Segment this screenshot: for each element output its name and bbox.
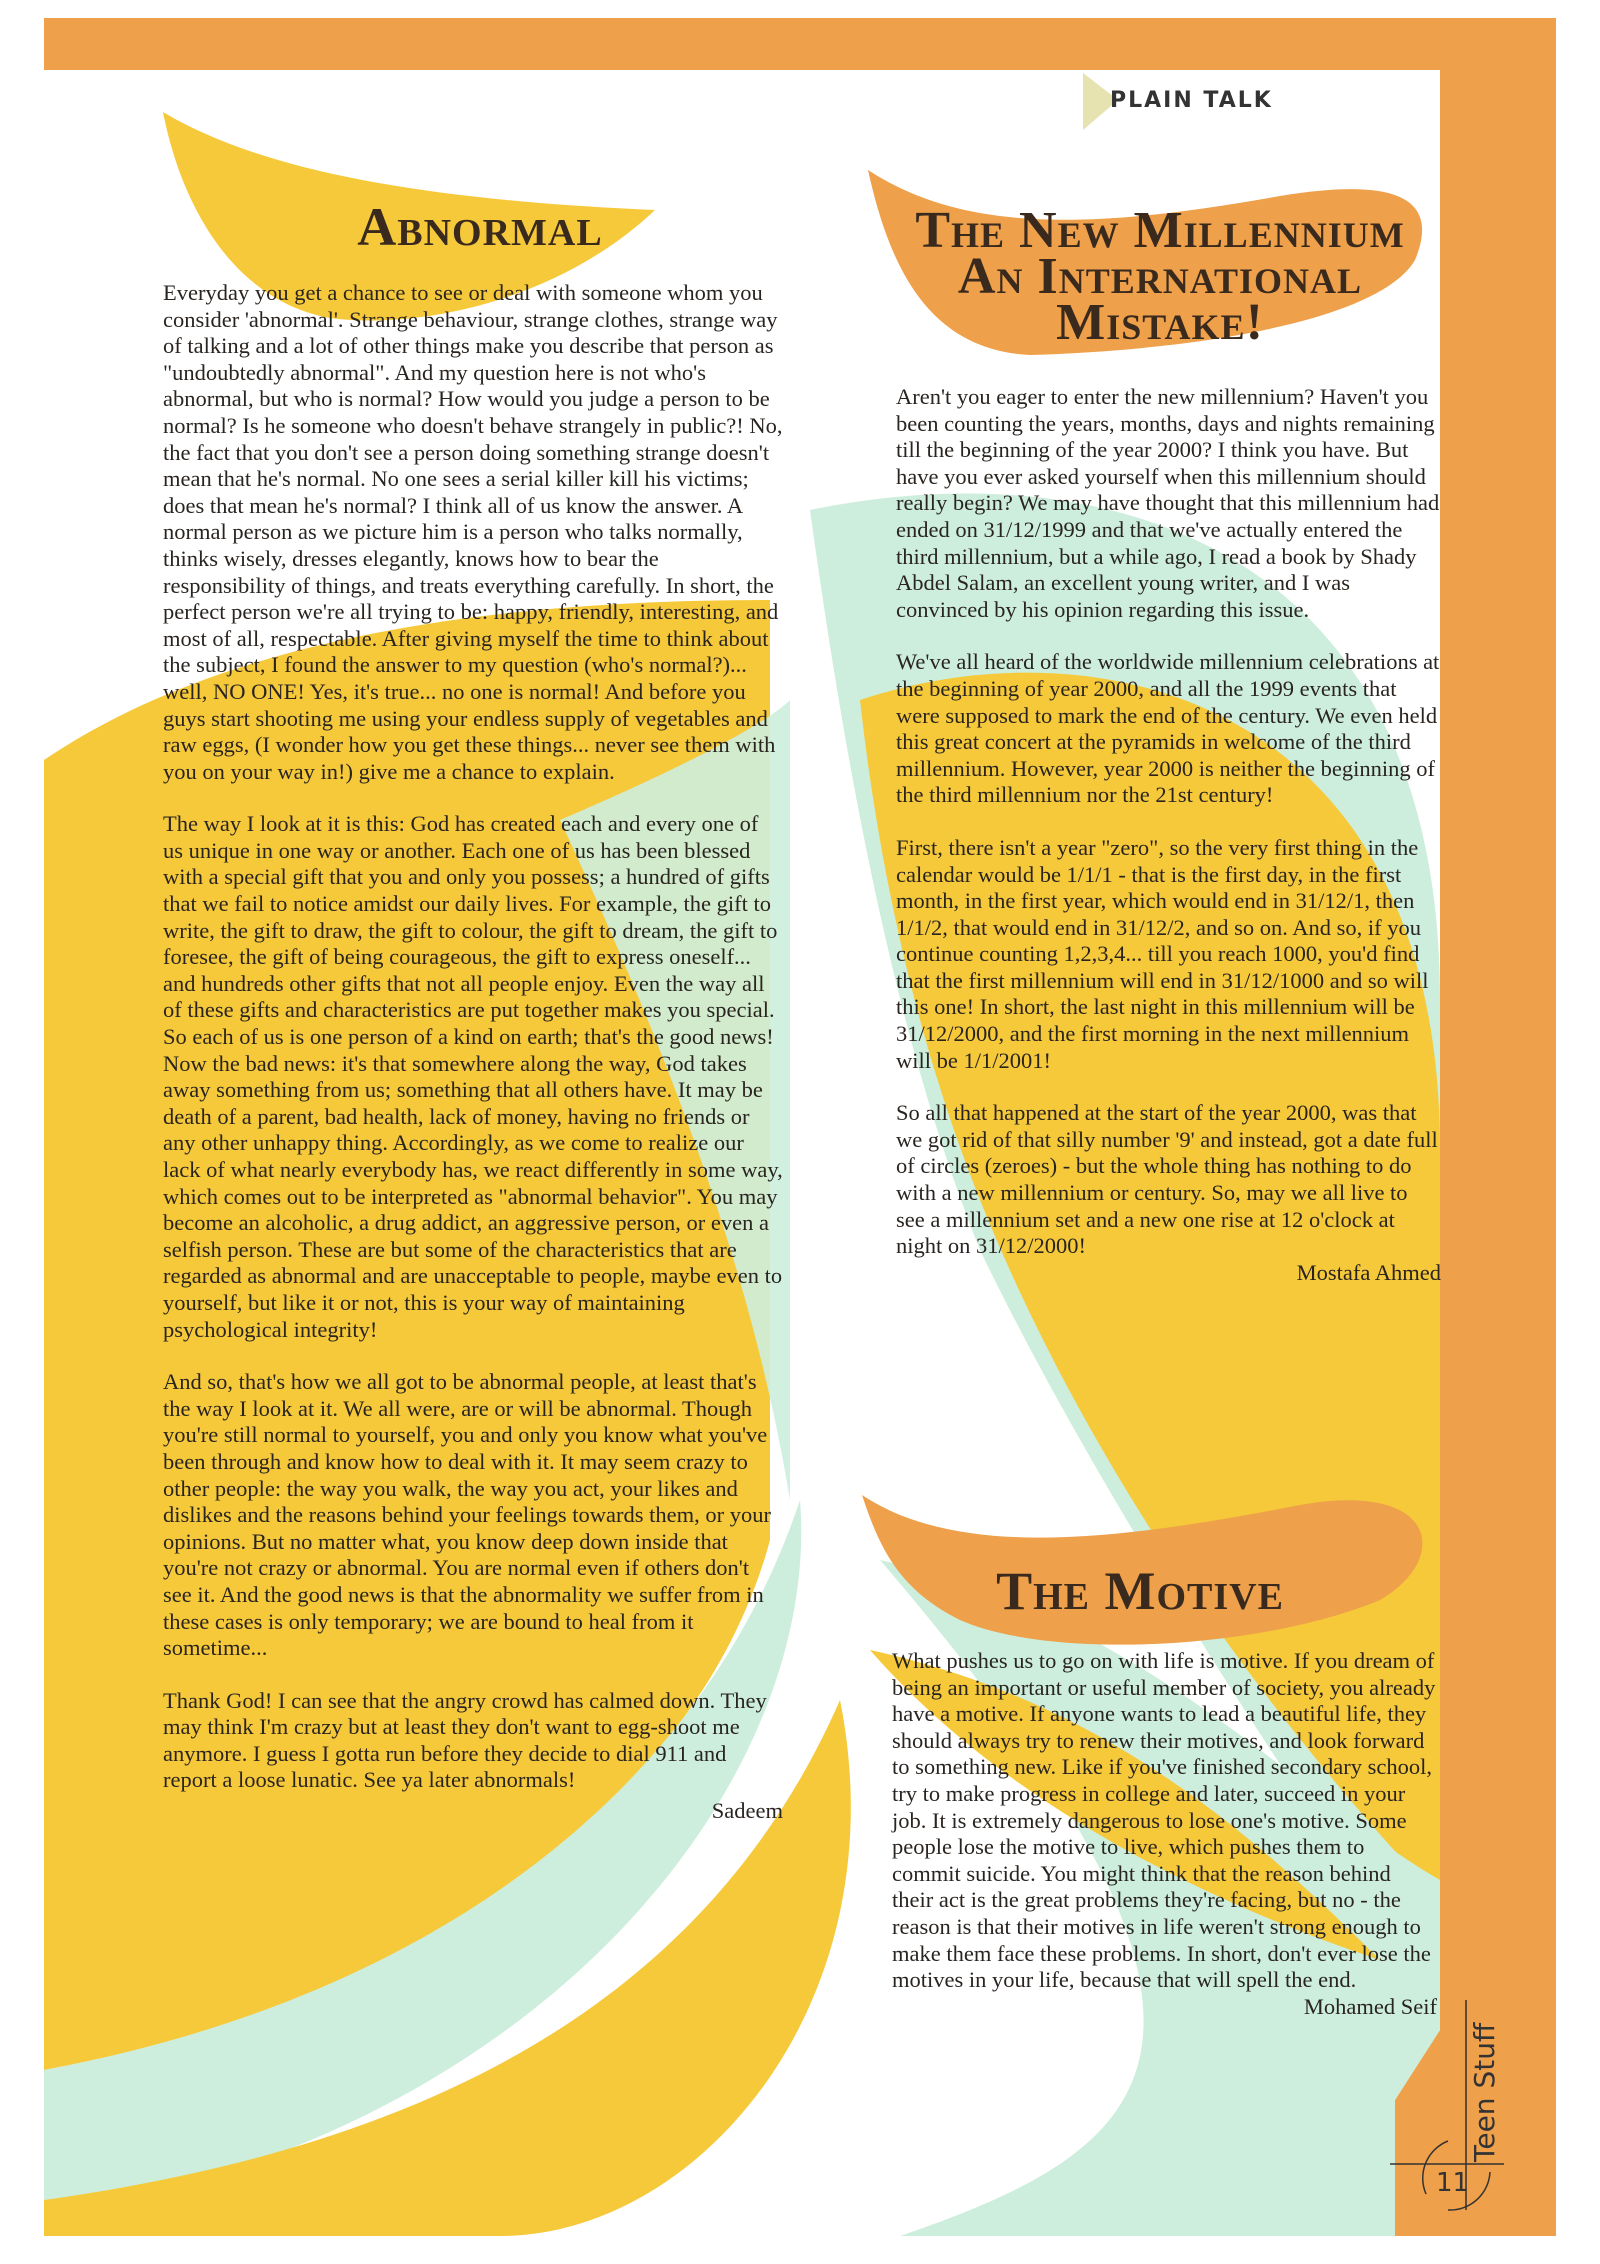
paragraph: We've all heard of the worldwide millennium celebrations at the beginning of year 2000, and all the 1999 events that were supposed to mark the end of the century. We even held this great concert at the pyramids in welcome of the third millennium. However, year 2000 is neither the beginning of the third millennium nor the 21st century! bbox=[896, 649, 1440, 808]
author-mohamed-seif: Mohamed Seif bbox=[1303, 1993, 1437, 2019]
article-motive bbox=[892, 1648, 1437, 2020]
magazine-name: Teen Stuff bbox=[1468, 2022, 1501, 2162]
paragraph: Thank God! I can see that the angry crowd has calmed down. They may think I'm crazy but at least they don't want to egg-shoot me anymore. I guess I gotta run before they decide to dial 911 and report a loose lunatic. See ya later abnormals! bbox=[163, 1687, 767, 1793]
paragraph: The way I look at it is this: God has created each and every one of us unique in one way or another. Each one of us has been blessed with a special gift that you and only you possess; a hundred of gifts that we fail to notice amidst our daily lives. For example, the gift to write, the gift to draw, the gift to colour, the gift to dream, the gift to foresee, the gift of being courageous, the gift to express oneself... and hundreds other gifts that not all people enjoy. Even the way all of these gifts and characteristics are put together makes you special. So each of us is one person of a kind on earth; that's the good news! Now the bad news: it's that somewhere along the way, God takes away something from us; something that all others have. It may be death of a parent, bad health, lack of money, having no friends or any other unhappy thing. Accordingly, as we come to realize our lack of what nearly everybody has, we react differently in some way, which comes out to be interpreted as "abnormal behavior". You may become an alcoholic, a drug addict, an aggressive person, or even a selfish person. These are but some of the characteristics that are regarded as abnormal and are unacceptable to people, maybe even to yourself, but like it or not, this is your way of maintaining psychological integrity! bbox=[163, 811, 783, 1342]
author-sadeem: Sadeem bbox=[711, 1798, 783, 1824]
paragraph: And so, that's how we all got to be abnormal people, at least that's the way I look at it. We all were, are or will be abnormal. Though you're still normal to yourself, you and only you know what you've been through and know how to deal with it. It may seem crazy to other people: the way you walk, the way you act, your likes and dislikes and the reasons behind your feelings towards them, or your opinions. But no matter what, you know deep down inside that you're not crazy or abnormal. You are normal even if others don't see it. And the good news is that the abnormality we suffer from in these cases is only temporary; we are bound to heal from it sometime... bbox=[163, 1369, 771, 1661]
title-line: Mistake! bbox=[1056, 294, 1264, 351]
paragraph: Aren't you eager to enter the new millennium? Haven't you been counting the years, months, days and nights remaining till the beginning of the year 2000? I think you have. But have you ever asked yourself when this millennium should really begin? We may have thought that this millennium had ended on 31/12/1999 and that we've actually entered the third millennium, but a while ago, I read a book by Shady Abdel Salam, an excellent young writer, and I was convinced by his opinion regarding this issue. bbox=[896, 384, 1440, 622]
article-abnormal bbox=[163, 280, 783, 1825]
paragraph: First, there isn't a year "zero", so the very first thing in the calendar would be 1/1/1 - that is the first day, in the first month, in the first year, which would end in 31/12/1, then 1/1/2, that would end in 31/12/2, and so on. And so, if you continue counting 1,2,3,4... till you reach 1000, you'd find that the first millennium will end in 31/12/1000 and so will this one! In short, the last night in this millennium will be 31/12/2000, and the first morning in the next millennium will be 1/1/2001! bbox=[896, 834, 1429, 1073]
paragraph: So all that happened at the start of the year 2000, was that we got rid of that silly number '9' and instead, got a date full of circles (zeroes) - but the whole thing has nothing to do with a new millennium or century. So, may we all live to see a millennium set and a new one rise at 12 o'clock at night on 31/12/2000! bbox=[896, 1100, 1438, 1259]
page-number: 11 bbox=[1436, 2168, 1470, 2198]
article-millennium bbox=[896, 384, 1441, 1286]
article-title-millennium bbox=[880, 202, 1440, 351]
author-mostafa-ahmed: Mostafa Ahmed bbox=[1296, 1259, 1441, 1285]
article-title-abnormal: Abnormal bbox=[357, 197, 603, 257]
paragraph: What pushes us to go on with life is motive. If you dream of being an important or useful member of society, you already have a motive. If anyone wants to lead a beautiful life, they should always try to renew their motives, and look forward to something new. Like if you've finished secondary school, try to make progress in college and later, succeed in your job. It is extremely dangerous to lose one's motive. Some people lose the motive to live, which pushes them to commit suicide. You might think that the reason behind their act is the great problems they're facing, but no - the reason is that their motives in life weren't strong enough to make them face these problems. In short, don't ever lose the motives in your life, because that will spell the end. bbox=[892, 1648, 1436, 1993]
section-label: PLAIN TALK bbox=[1110, 88, 1273, 113]
title-line: The New Millennium bbox=[915, 202, 1405, 259]
paragraph: Everyday you get a chance to see or deal with someone whom you consider 'abnormal'. Strange behaviour, strange clothes, strange way of talking and a lot of other things make you describe that person as "undoubtedly abnormal". And my question here is not who's abnormal, but who is normal? How would you judge a person to be normal? Is he someone who doesn't behave strangely in public?! No, the fact that you don't see a person doing something strange doesn't mean that he's normal. No one sees a serial killer kill his victims; does that mean he's normal? I think all of us know the answer. A normal person as we picture him is a person who talks normally, thinks wisely, dresses elegantly, knows how to bear the responsibility of things, and treats everything carefully. In short, the perfect person we're all trying to be: happy, friendly, interesting, and most of all, respectable. After giving myself the time to think about the subject, I found the answer to my question (who's normal?)... well, NO ONE! Yes, it's true... no one is normal! And before you guys start shooting me using your endless supply of vegetables and raw eggs, (I wonder how you get these things... never see them with you on your way in!) give me a chance to explain. bbox=[163, 280, 783, 784]
article-title-motive: The Motive bbox=[996, 1561, 1284, 1621]
title-line: An International bbox=[957, 248, 1363, 305]
